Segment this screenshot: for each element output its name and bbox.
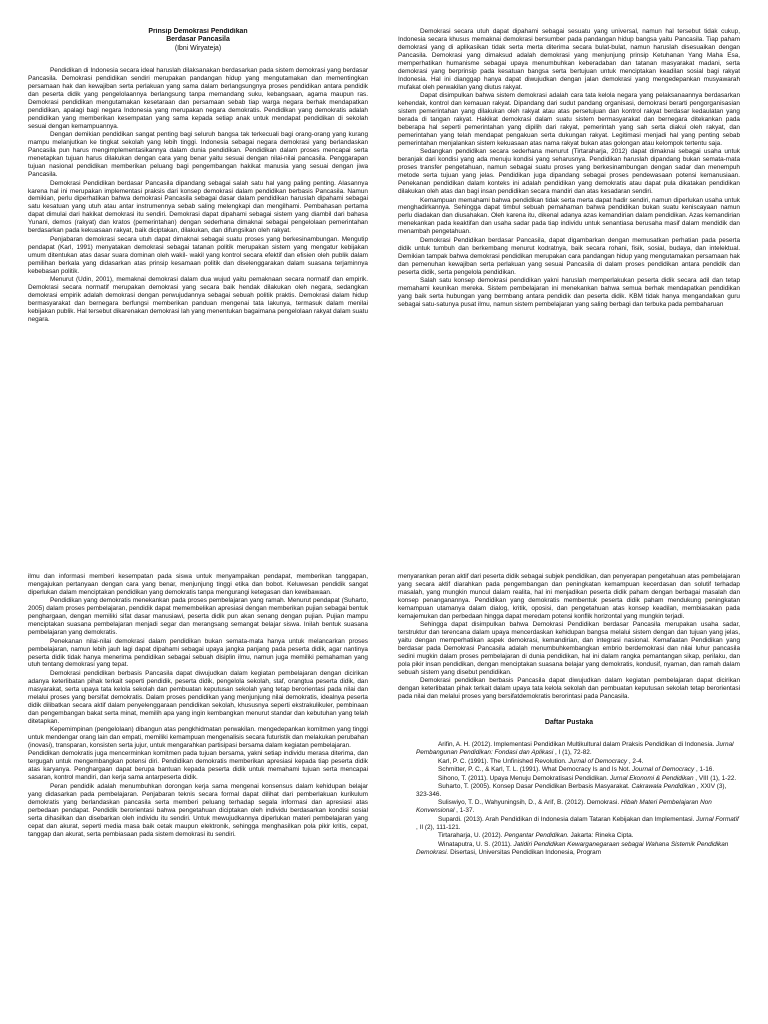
- paragraph: Pendidikan yang demokratis menekankan pada proses pembelajaran yang ramah. Menurut pendapat (Suharto, 2005) dalam proses pembelajaran, pendidik dapat memembelikan apresiasi dengan memberikan pujian sebagai bentuk penghargaan, dengan memiliki sifat dasar manusiawi, peserta didik pun akan senang dengan pujian. Pujian mampu menciptakan suasana pembelajaran menjadi segar dan merangsang semangat belajar siswa. Inilah bentuk suasana pembelajaran yang demokratis.: [28, 597, 368, 637]
- column-1: [28, 28, 368, 508]
- paragraph: Dapat disimpulkan bahwa sistem demokrasi adalah cara tata kelola negara yang pelaksanaannya berdasarkan kehendak, kontrol dan kemauan rakyat. Dipandang dari sudut pandang organisasi, demokrasi berarti pengorganisasian sistem pemerintahan yang dilakukan oleh rakyat atau atas persetujuan dan kontrol rakyat berdasar kedaulatan yang berada di tangan rakyat. Hakikat demokrasi dalam suatu sistem bermasyarakat dan bernegara ditekankan pada beberapa hal seperti pemerintahan yang dipilih dari rakyat, pemerintah yang sah serta diakui oleh rakyat, dan pemerintahan yang telah mendapat pengakuan serta dukungan rakyat. Legitimasi menjadi hal yang penting sebab pemerintahan menjalankan sistem kekuasaan atas nama rakyat bukan atas golongan atau kelompok tertentu saja.: [398, 92, 740, 147]
- paragraph: Sehingga dapat disimpulkan bahwa Demokrasi Pendidikan berdasar Pancasila merupakan usaha sadar, terstruktur dan terencana dalam upaya mencerdaskan kehidupan bangsa melalui sistem dengan dan tujuan yang jelas, yaitu dengan memperhatikan aspek demokrasi, kemandirian, dan integrasi nasional. Kemafaatan Pendidikan yang berdasar pada Demokrasi Pancasila adalah menumbuhkembangkan embrio berdemokrasi dan nilai luhur pancasila sedini mugkin dalam proses pembelajaran di dunia pendidikan, hal ini dalam rangka pemantangan sikap, perilaku, dan pola pikir insan pendidikan, dengan menciptakan suasana belajar yang demokratis, kondusif, nyaman, dan ramah dalam sebuah sistem yang disebut pendidikan.: [398, 621, 740, 676]
- paragraph: ilmu dan informasi memberi kesempatan pada siswa untuk menyampaikan pendapat, memberikan tanggapan, mengajukan pertanyaan dengan cara yang benar, menjunjung tinggi etika dan bobot. Keluwesan pendidik sangat diperlukan dalam menciptakan pendidikan yang demokratis tanpa mengurangi ketegasan dan kewibawaan.: [28, 573, 368, 596]
- reference-item: Supardi. (2013). Arah Pendidikan di Indonesia dalam Tataran Kebijakan dan Implementasi. Jurnal Formatif , II (2), 111-121.: [416, 815, 739, 831]
- column-2: [398, 28, 740, 528]
- reference-item: Winataputra, U. S. (2011). Jatidiri Pendidikan Kewarganegaraan sebagai Wahana Sistemik Pendidikan Demokrasi. Disertasi, Universitas Pendidikan Indonesia, Program: [416, 840, 729, 856]
- reference-item: Karl, P. C. (1991). The Unfinished Revolution. Jurnal of Democracy , 2-4.: [438, 757, 644, 765]
- reference-item: Suliswiyo, T. D., Wahyuningsih, D., & Arif, B. (2012). Demokrasi. Hibah Materi Pembelajaran Non Konvensional , 1-37.: [416, 799, 712, 815]
- paragraph: Peran pendidik adalah menumbuhkan dorongan kerja sama mengenai konsensus dalam kehidupan belajar yang didasarkan pada pembelajaran. Penjabaran teknis secara formal dapat dilihat dari pemberlakuan kurikulum demokratis yang berlandaskan pancasila serta memberi peluang terhadap segala informasi dan apresiasi atas perbedaan pendapat. Pendidik berorientasi bahwa pengetahuan diciptakan oleh individu berdasarkan kondisi sosial serta dihasilkan dan disebarkan oleh individu itu sendiri. Untuk mewujudkannya diperlukan materi pembelajaran yang cepat dan akurat, seperti media masa baik cetak maupun elektronik, sehingga menghasilkan pola pikir kritis, cepat, tanggap dan akurat, serta pembiasaan pada sistem demokrasi itu sendiri.: [28, 782, 368, 838]
- title-block: [28, 28, 368, 53]
- references-list: [398, 741, 740, 856]
- column-4: [398, 573, 740, 1018]
- paragraph: Kepemimpinan (pengelolaan) dibangun atas pengkhidmatan perwakilan. mengedepankan komitmen yang tinggi untuk mendengar orang lain dan empati, memiliki kemampuan mengenalisis secara futuristik dan melakukan perubahan (inovasi), transparan, konsisten serta jujur, untuk mengarahkan partisipasi bersama dalam kegiatan pembelajaran.: [28, 726, 368, 750]
- paragraph: menyarankan peran aktif dari peserta didik sebagai subjek pendidikan, dan penyerapan pengetahuan atas pembelajaran yang secara aktif diarahkan pada pengembangan dan peningkatan kemampuan kecerdasan dan solutif terhadap masalah, yang mungkin muncul dalam realita, hal ini menjadikan peserta didik paham dengan berbagai masalah dan konsep penanganannya. Pendidikan yang demokratis membentuk peserta didik paham mendukung peningkatan kemampuan utamanya dalam dialog, kritik, oposisi, dan pengetahuan atas konsep keadilan, membiasakan pada kemajemukan dan perbedaan hingga dapat meredam potensi konflik horizontal yang mungkin terjadi.: [398, 573, 740, 620]
- column-3: [28, 573, 368, 1018]
- paragraph: Penekanan nilai-nilai demokrasi dalam pendidikan bukan semata-mata hanya untuk melancarkan proses pembelajaran, namun lebih jauh lagi dapat dipahami sebagai upaya jangka panjang pada peserta didik, agar nantinya peserta didik tidak hanya menerima pendidikan sebagai sebuah disiplin ilmu, namun juga memiliki pemahaman yang utuh tentang demokrasi yang tepat.: [28, 637, 368, 669]
- paragraph: Demokrasi pendidikan berbasis Pancasila dapat diwujudkan dalam kegiatan pembelajaran dengan dicirikan adanya keterlibatan pihak terkait seperti pendidik, peserta didik, pengelola sekolah, staf, orangtua peserta didik, dan masyarakat, serta upaya tata kelola sekolah dan pembuatan keputusan sekolah yang tetap berorientasi pada nilai dan melalui proses yang bersifat demokratis. Dalam proses pendidikan yang menjunjung nilai demokratis, idealnya peserta didik dilibatkan secara aktif dalam penyelenggaraan pendidikan sekolah, khususnya seperti ekstrakulikuler, pembinaan dan pengembangan bakat serta minat, memilih apa yang ingin kembangkan menurut standar dan kebutuhan yang telah ditetapkan.: [28, 669, 368, 725]
- reference-item: Schmitter, P. C., & Karl, T. L. (1991). What Democracy Is and Is Not. Journal of Democracy , 1-16.: [438, 766, 715, 774]
- paragraph: Demokrasi Pendidikan berdasar Pancasila, dapat digambarkan dengan memusatkan perhatian pada peserta didik untuk tumbuh dan berkembang menurut kodratnya, baik secara rohani, fisik, sosial, budaya, dan intelektual. Demikian tampak bahwa demokrasi pendidikan merupakan cara pandangan hidup yang mengutamakan persamaan hak dan pemenuhan kewajiban serta perlakuan yang sesuai Pancasila di dalam proses pendidikan antara pendidik dan peserta didik, serta pengelola pendidikan.: [398, 236, 740, 276]
- page-title: Prinsip Demokrasi Pendidikan: [148, 28, 248, 35]
- paragraph: Kemampuan memahami bahwa pendidikan tidak serta merta dapat hadir sendiri, namun diperlukan usaha untuk menghadirkannya. Sehingga dapat timbul sebuah pemahaman bahwa pendidikan bukan suatu keniscayaan namun perlu diadakan dan diusahakan. Oleh karena itu, dikenal adanya azas kemandirian dalam pendidikan. Azas kemandirian menekankan pada keaktifan dan usaha sadar pada tiap individu untuk senantiasa berusaha masif dalam mendidik dan menambah pengetahuan.: [398, 196, 740, 236]
- reference-item: Arifin, A. H. (2012). Implementasi Pendidikan Multikultural dalam Praksis Pendidikan di Indonesia. Jurnal Pembangunan Pendidikan: Fondasi dan Aplikasi , I (1), 72-82.: [416, 741, 734, 757]
- paragraph: Menurut (Udin, 2001), memaknai demokrasi dalam dua wujud yaitu pemaknaan secara normatif dan empirik. Demokrasi secara normatif merupakan demokrasi yang secara baik hendak dilakukan oleh negara, sedangkan demokrasi empirik adalah demokrasi dengan perwujudannya sebagai sebuah politik praktis. Demokrasi dalam hidup bermasyarakat dan bernegara berfungsi memberikan panduan mengenai tata lakunya, termasuk dalam menilai kebijakan publik. Hal tersebut dikarenakan demokrasi lah yang menentukan bagaimana pengelolaan rakyat dalam suatu negara.: [28, 276, 368, 323]
- paragraph: Dengan demikian pendidikan sangat penting bagi seluruh bangsa tak terkecuali bagi orang-orang yang kurang mampu melanjutkan ke tingkat sekolah yang lebih tinggi. Indonesia sebagai negara demokrasi yang berlandaskan Pancasila pun harus mengimplementasikannya dalam dunia pendidikan. Pendidikan dalam proses mencapai serta menetapkan tujuan harus dilakukan dengan cara yang benar yaitu sesuai dengan nilai-nilai pancasila. Penggarapan tujuan nasional pendidikan memberikan peluang bagi pengembangan hakikat manusia yang sesuai dengan jiwa Pancasila.: [28, 131, 368, 179]
- reference-item: Sihono, T. (2011). Upaya Menuju Demokratisasi Pendidikan. Jurnal Ekonomi & Pendidikan , VIII (1), 1-22.: [438, 774, 737, 782]
- paragraph: Sedangkan pendidikan secara sederhana menurut (Tirtaraharja, 2012) dapat dimaknai sebagai usaha untuk beranjak dari kondisi yang ada menuju kondisi yang seharusnya. Pendidikan haruslah dipandang bukan semata-mata proses transfer pengetahuan, namun sebagai suatu proses yang berkesinambungan dengan sadar dan menempuh metode serta tujuan yang jelas. Pendidikan juga dipandang sebagai proses pendewasaan potensi kemanusiaan. Penekanan pendidikan dalam konteks ini adalah pendidikan yang demokratis atau dapat pula dikatakan pendidikan dilakukan oleh atas dan bagi insan pendidikan secara mandiri dan atas kesadaran sendiri.: [398, 148, 740, 196]
- paragraph: Demokrasi Pendidikan berdasar Pancasila dipandang sebagai salah satu hal yang paling penting. Alasannya karena hal ini merupakan implementasi praksis dari konsep demokrasi dalam pendidikan berbasis Pancasila. Namun demikian, perlu diperhatikan bahwa demokrasi Pancasila sebagai dasar dalam pendidikan haruslah dipahami sebagai satu kesatuan yang utuh atau antar instrumennya sebab saling melengkapi dan mengilhami. Pembahasan pertama dapat dimulai dari hakikat demokrasi itu sendiri. Demokrasi dapat dipahami sebagai sistem yang diambil dari bahasa Yunani, demos (rakyat) dan kratos (pemerintahan) dengan sederhana dimaknai sebagai pengelolaan pemerintahan berdasarkan pada kekuasaan rakyat, baik diciptakan, dilakukan, dan difungsikan oleh rakyat.: [28, 179, 368, 235]
- paragraph: Penjabaran demokrasi secara utuh dapat dimaknai sebagai suatu proses yang berkesinambungan. Mengutip pendapat (Karl, 1991) menyatakan demokrasi sebagai tatanan politik merupakan sistem yang mengatur kebijakan umum ditentukan atas dasar suara dominan oleh wakil- wakil yang kontrol secara efektif dan efisien oleh publik dalam pemilihan berkala yang didasarkan atas prinsip kesamaan politik dan diselenggarakan dalam suasana terjaminnya kebebasan politik.: [28, 235, 368, 275]
- reference-item: Tirtaraharja, U. (2012). Pengantar Pendidikan. Jakarta: Rineka Cipta.: [438, 832, 634, 840]
- paragraph: Demokrasi pendidikan berbasis Pancasila dapat diwujudkan dalam kegiatan pembelajaran dapat dicirikan dengan keterlibatan pihak terkait dalam upaya tata kelola sekolah dan pembuatan keputusan sekolah tetap berorientasi pada nilai dan melalui proses yang bersifatdemokratis berorintasi pada Pancasila.: [398, 677, 740, 701]
- paragraph: Pendidikan demokratis juga mencerminkan komitmen pada tujuan bersama, yakni setiap individu merasa diterima, dan tergugah untuk mengembangkan potensi diri. Pendidikan demokratis memberikan apresiasi kepada tiap peserta didik atas karyanya. Penghargaan dapat berupa bantuan kepada peserta didik untuk memahami tujuan serta mencapai sasaran, kontrol mandiri, dan kerja sama antarpeserta didik.: [28, 750, 368, 782]
- paragraph: Demokrasi secara utuh dapat dipahami sebagai sesuatu yang universal, namun hal tersebut tidak cukup, Indonesia secara khusus memaknai demokrasi bersumber pada pandangan hidup bangsa yaitu Pancasila. Tiap paham demokrasi yang di aplikasikan tidak serta merta diterima secara bulat-bulat, namun haruslah disesuaikan dengan Pancasila. Demokrasi yang dimaksud adalah demokrasi yang menjunjung prinsip Ketuhanan Yang Maha Esa, memperhatikan humanisme sebagai upaya menumbuhkan keberadaban dan tatanan masyarakat madani, serta demokrasi yang berprinsip pada kesatuan bangsa serta bertujuan untuk menciptakan keadilan sosial bagi rakyat Indonesia. Hal ini dianggap hanya dapat diwujudkan dengan jalan demokrasi yang mengedepankan musyawarah mufakat oleh perwakilan yang diutus rakyat.: [398, 28, 740, 91]
- page-subtitle: Berdasar Pancasila: [166, 36, 230, 44]
- paragraph: Salah satu konsep demokrasi pendidikan yakni haruslah memperlakukan peserta didik secara adil dan tetap memahami keunikan mereka. Sistem pembelajaran ini menekankan bahwa semua berhak mendapatkan pendidikan yang baik serta hubungan yang bermbang antara pendidik dan peserta didik. KBM tidak hanya mengandalkan guru sebagai satu-satunya pusat ilmu, namun sistem pembelajaran yang saling berbagi dan terbuka pada pembaharuan: [398, 277, 740, 308]
- author-name: (Ibni Wiryateja): [174, 44, 222, 52]
- paragraph: Pendidikan di Indonesia secara ideal haruslah dilaksanakan berdasarkan pada sistem demokrasi yang berdasar Pancasila. Demokrasi pendidikan sendiri merupakan pandangan hidup yang mengutamakan dan mementingkan persamaan hak dan kewajiban serta perlakuan yang sama dalam berlangsungnya proses pendidikan antara pendidik dan peserta didik yang pengelolaannya berlangsung tanpa memandang suku, kebangsaan, agama maupun ras. Demokrasi pendidikan mengutamakan kesetaraan dan persamaan sebab tiap warga negara berhak mendapatkan pendidikan, apalagi bagi negara Indonesia yang merupakan negara demokratis. Pendidikan yang demokratis adalah pendidikan yang memberikan kesempatan yang sama kepada setiap anak untuk mendapat pendidikan di sekolah sesuai dengan kemampuannya.: [28, 67, 368, 130]
- reference-item: Suharto, T. (2005). Konsep Dasar Pendidikan Berbasis Masyarakat. Cakrawala Pendidikan , XXIV (3), 323-346.: [416, 782, 727, 798]
- references-heading: Daftar Pustaka: [544, 719, 594, 727]
